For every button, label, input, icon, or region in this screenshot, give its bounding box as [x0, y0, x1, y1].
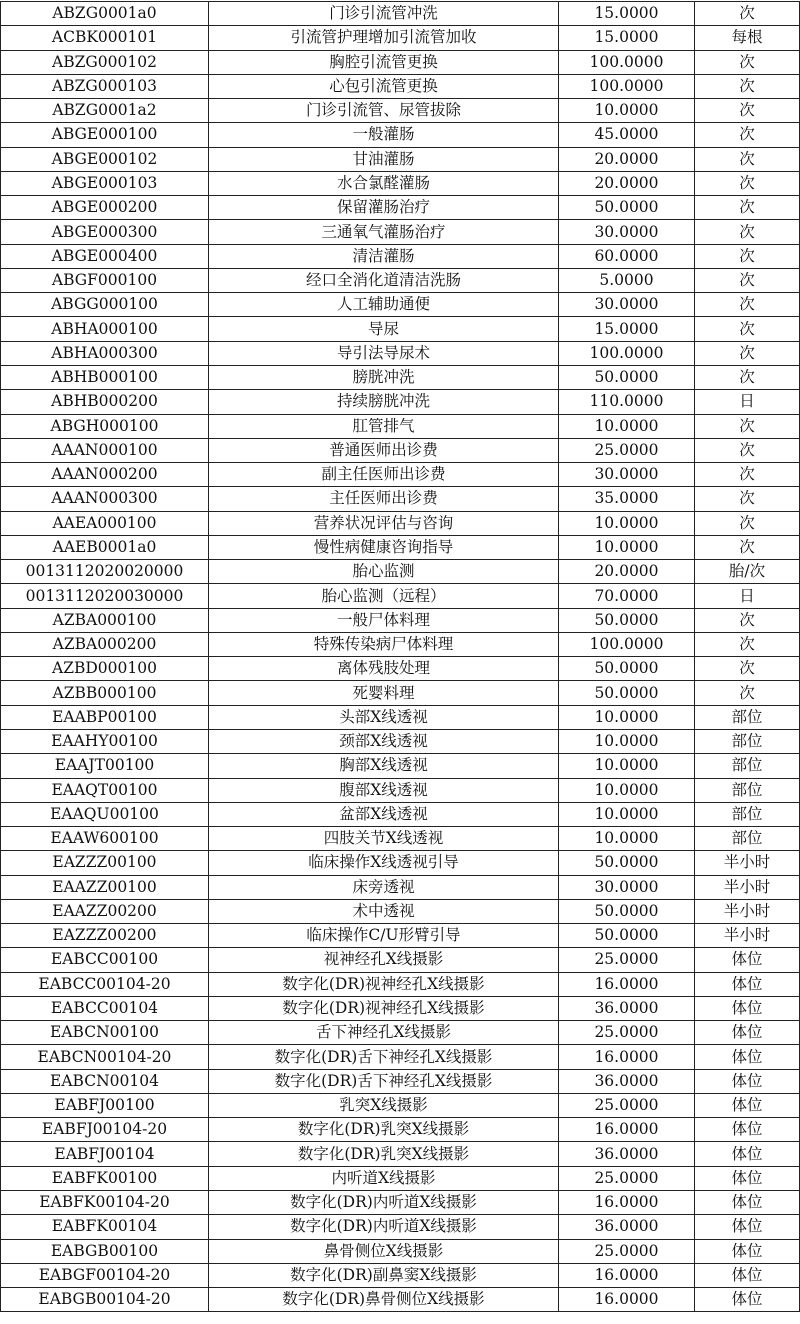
- table-row: [1, 1215, 800, 1239]
- item-name-cell: 三通氧气灌肠治疗: [209, 220, 559, 244]
- table-row: [1, 487, 800, 511]
- table-row: [1, 754, 800, 778]
- item-price-cell: 10.0000: [559, 511, 695, 535]
- item-code-cell: EABGF00104-20: [1, 1263, 209, 1287]
- item-unit-cell: 次: [695, 268, 800, 292]
- table-row: [1, 244, 800, 268]
- item-name-cell: 保留灌肠治疗: [209, 196, 559, 220]
- item-unit-cell: 次: [695, 220, 800, 244]
- item-unit-cell: 体位: [695, 1142, 800, 1166]
- item-price-cell: 36.0000: [559, 1215, 695, 1239]
- item-code-cell: EAZZZ00200: [1, 924, 209, 948]
- table-row: [1, 584, 800, 608]
- item-price-cell: 16.0000: [559, 1118, 695, 1142]
- item-price-cell: 16.0000: [559, 972, 695, 996]
- item-unit-cell: 半小时: [695, 924, 800, 948]
- item-code-cell: ABGE000200: [1, 196, 209, 220]
- item-code-cell: 0013112020030000: [1, 584, 209, 608]
- item-unit-cell: 体位: [695, 1215, 800, 1239]
- item-code-cell: EABCC00100: [1, 948, 209, 972]
- table-row: [1, 632, 800, 656]
- item-unit-cell: 体位: [695, 1093, 800, 1117]
- item-code-cell: EAAQU00100: [1, 802, 209, 826]
- item-price-cell: 25.0000: [559, 1239, 695, 1263]
- item-price-cell: 15.0000: [559, 26, 695, 50]
- item-price-cell: 5.0000: [559, 268, 695, 292]
- item-name-cell: 水合氯醛灌肠: [209, 171, 559, 195]
- table-row: [1, 1239, 800, 1263]
- table-row: [1, 851, 800, 875]
- item-code-cell: AAEA000100: [1, 511, 209, 535]
- table-row: [1, 171, 800, 195]
- item-unit-cell: 次: [695, 365, 800, 389]
- table-row: [1, 948, 800, 972]
- item-unit-cell: 体位: [695, 1021, 800, 1045]
- table-row: [1, 1191, 800, 1215]
- item-price-cell: 10.0000: [559, 754, 695, 778]
- item-code-cell: EABCC00104-20: [1, 972, 209, 996]
- item-name-cell: 鼻骨侧位X线摄影: [209, 1239, 559, 1263]
- item-code-cell: AAEB0001a0: [1, 535, 209, 559]
- item-code-cell: EAAZZ00100: [1, 875, 209, 899]
- item-name-cell: 引流管护理增加引流管加收: [209, 26, 559, 50]
- item-code-cell: ABGE000300: [1, 220, 209, 244]
- table-row: [1, 365, 800, 389]
- item-name-cell: 副主任医师出诊费: [209, 463, 559, 487]
- item-unit-cell: 次: [695, 487, 800, 511]
- item-code-cell: AZBA000200: [1, 632, 209, 656]
- item-name-cell: 床旁透视: [209, 875, 559, 899]
- item-unit-cell: 半小时: [695, 851, 800, 875]
- item-name-cell: 人工辅助通便: [209, 293, 559, 317]
- item-name-cell: 临床操作C/U形臂引导: [209, 924, 559, 948]
- item-price-cell: 100.0000: [559, 50, 695, 74]
- item-code-cell: EAAHY00100: [1, 729, 209, 753]
- item-code-cell: AAAN000300: [1, 487, 209, 511]
- item-code-cell: ABGH000100: [1, 414, 209, 438]
- item-price-cell: 20.0000: [559, 171, 695, 195]
- item-unit-cell: 次: [695, 123, 800, 147]
- item-unit-cell: 部位: [695, 802, 800, 826]
- table-body: [1, 2, 800, 1312]
- item-price-cell: 50.0000: [559, 851, 695, 875]
- item-name-cell: 数字化(DR)鼻骨侧位X线摄影: [209, 1288, 559, 1312]
- item-name-cell: 视神经孔X线摄影: [209, 948, 559, 972]
- item-code-cell: EAABP00100: [1, 705, 209, 729]
- item-name-cell: 腹部X线透视: [209, 778, 559, 802]
- item-unit-cell: 部位: [695, 729, 800, 753]
- item-unit-cell: 次: [695, 244, 800, 268]
- item-code-cell: ABZG000102: [1, 50, 209, 74]
- item-name-cell: 慢性病健康咨询指导: [209, 535, 559, 559]
- table-row: [1, 463, 800, 487]
- price-table: [0, 1, 800, 1312]
- item-name-cell: 死婴料理: [209, 681, 559, 705]
- item-name-cell: 数字化(DR)内听道X线摄影: [209, 1191, 559, 1215]
- item-unit-cell: 次: [695, 171, 800, 195]
- item-name-cell: 数字化(DR)舌下神经孔X线摄影: [209, 1045, 559, 1069]
- table-row: [1, 74, 800, 98]
- item-name-cell: 导引法导尿术: [209, 341, 559, 365]
- item-name-cell: 盆部X线透视: [209, 802, 559, 826]
- item-price-cell: 25.0000: [559, 1021, 695, 1045]
- table-row: [1, 1118, 800, 1142]
- table-row: [1, 729, 800, 753]
- item-name-cell: 胸腔引流管更换: [209, 50, 559, 74]
- item-unit-cell: 胎/次: [695, 560, 800, 584]
- table-row: [1, 1045, 800, 1069]
- item-price-cell: 30.0000: [559, 463, 695, 487]
- item-unit-cell: 次: [695, 463, 800, 487]
- item-name-cell: 临床操作X线透视引导: [209, 851, 559, 875]
- item-unit-cell: 次: [695, 99, 800, 123]
- item-price-cell: 36.0000: [559, 996, 695, 1020]
- item-price-cell: 50.0000: [559, 608, 695, 632]
- item-name-cell: 胎心监测（远程）: [209, 584, 559, 608]
- item-code-cell: ABHA000300: [1, 341, 209, 365]
- table-row: [1, 147, 800, 171]
- item-name-cell: 胸部X线透视: [209, 754, 559, 778]
- item-price-cell: 70.0000: [559, 584, 695, 608]
- item-code-cell: ACBK000101: [1, 26, 209, 50]
- item-price-cell: 35.0000: [559, 487, 695, 511]
- item-unit-cell: 次: [695, 50, 800, 74]
- item-price-cell: 10.0000: [559, 535, 695, 559]
- table-row: [1, 1069, 800, 1093]
- table-row: [1, 1166, 800, 1190]
- table-row: [1, 26, 800, 50]
- item-price-cell: 50.0000: [559, 681, 695, 705]
- item-price-cell: 50.0000: [559, 924, 695, 948]
- item-unit-cell: 每根: [695, 26, 800, 50]
- item-unit-cell: 次: [695, 414, 800, 438]
- item-code-cell: EABGB00104-20: [1, 1288, 209, 1312]
- item-price-cell: 20.0000: [559, 560, 695, 584]
- table-row: [1, 1288, 800, 1312]
- item-code-cell: EAAW600100: [1, 827, 209, 851]
- item-price-cell: 10.0000: [559, 729, 695, 753]
- table-row: [1, 511, 800, 535]
- item-price-cell: 45.0000: [559, 123, 695, 147]
- item-code-cell: EABCN00104: [1, 1069, 209, 1093]
- item-unit-cell: 体位: [695, 1118, 800, 1142]
- item-price-cell: 25.0000: [559, 438, 695, 462]
- item-name-cell: 甘油灌肠: [209, 147, 559, 171]
- item-unit-cell: 体位: [695, 972, 800, 996]
- item-unit-cell: 半小时: [695, 899, 800, 923]
- item-unit-cell: 体位: [695, 1288, 800, 1312]
- table-row: [1, 972, 800, 996]
- item-name-cell: 主任医师出诊费: [209, 487, 559, 511]
- item-name-cell: 经口全消化道清洁洗肠: [209, 268, 559, 292]
- item-code-cell: EABFK00100: [1, 1166, 209, 1190]
- item-unit-cell: 体位: [695, 1263, 800, 1287]
- item-name-cell: 营养状况评估与咨询: [209, 511, 559, 535]
- item-code-cell: AZBB000100: [1, 681, 209, 705]
- item-code-cell: AZBA000100: [1, 608, 209, 632]
- item-name-cell: 四肢关节X线透视: [209, 827, 559, 851]
- item-unit-cell: 次: [695, 608, 800, 632]
- item-price-cell: 16.0000: [559, 1191, 695, 1215]
- item-price-cell: 36.0000: [559, 1069, 695, 1093]
- table-row: [1, 681, 800, 705]
- item-unit-cell: 次: [695, 438, 800, 462]
- item-name-cell: 门诊引流管、尿管拔除: [209, 99, 559, 123]
- table-row: [1, 1021, 800, 1045]
- item-name-cell: 一般尸体料理: [209, 608, 559, 632]
- item-price-cell: 15.0000: [559, 2, 695, 26]
- item-code-cell: EAAQT00100: [1, 778, 209, 802]
- item-unit-cell: 次: [695, 74, 800, 98]
- item-name-cell: 离体残肢处理: [209, 657, 559, 681]
- item-name-cell: 胎心监测: [209, 560, 559, 584]
- item-unit-cell: 次: [695, 2, 800, 26]
- item-code-cell: ABGE000103: [1, 171, 209, 195]
- item-name-cell: 数字化(DR)舌下神经孔X线摄影: [209, 1069, 559, 1093]
- item-unit-cell: 部位: [695, 827, 800, 851]
- item-code-cell: ABZG000103: [1, 74, 209, 98]
- item-name-cell: 颈部X线透视: [209, 729, 559, 753]
- item-code-cell: AAAN000100: [1, 438, 209, 462]
- item-unit-cell: 部位: [695, 778, 800, 802]
- table-row: [1, 317, 800, 341]
- item-name-cell: 乳突X线摄影: [209, 1093, 559, 1117]
- table-row: [1, 657, 800, 681]
- table-row: [1, 705, 800, 729]
- item-unit-cell: 次: [695, 293, 800, 317]
- item-code-cell: ABZG0001a0: [1, 2, 209, 26]
- item-code-cell: ABHA000100: [1, 317, 209, 341]
- item-unit-cell: 体位: [695, 1191, 800, 1215]
- item-name-cell: 门诊引流管冲洗: [209, 2, 559, 26]
- item-unit-cell: 体位: [695, 996, 800, 1020]
- item-code-cell: EABCN00100: [1, 1021, 209, 1045]
- item-code-cell: EABFJ00100: [1, 1093, 209, 1117]
- item-price-cell: 25.0000: [559, 1166, 695, 1190]
- item-name-cell: 普通医师出诊费: [209, 438, 559, 462]
- item-name-cell: 数字化(DR)内听道X线摄影: [209, 1215, 559, 1239]
- item-unit-cell: 部位: [695, 754, 800, 778]
- table-row: [1, 827, 800, 851]
- item-name-cell: 数字化(DR)乳突X线摄影: [209, 1118, 559, 1142]
- item-unit-cell: 体位: [695, 1069, 800, 1093]
- table-row: [1, 99, 800, 123]
- item-unit-cell: 次: [695, 147, 800, 171]
- item-unit-cell: 次: [695, 317, 800, 341]
- item-price-cell: 50.0000: [559, 365, 695, 389]
- item-name-cell: 膀胱冲洗: [209, 365, 559, 389]
- item-name-cell: 数字化(DR)视神经孔X线摄影: [209, 996, 559, 1020]
- table-row: [1, 875, 800, 899]
- item-price-cell: 16.0000: [559, 1045, 695, 1069]
- table-row: [1, 802, 800, 826]
- table-row: [1, 1263, 800, 1287]
- item-price-cell: 16.0000: [559, 1263, 695, 1287]
- item-price-cell: 60.0000: [559, 244, 695, 268]
- table-row: [1, 414, 800, 438]
- table-row: [1, 293, 800, 317]
- item-code-cell: EABFJ00104: [1, 1142, 209, 1166]
- item-unit-cell: 体位: [695, 1045, 800, 1069]
- item-unit-cell: 次: [695, 657, 800, 681]
- item-unit-cell: 次: [695, 196, 800, 220]
- item-name-cell: 数字化(DR)乳突X线摄影: [209, 1142, 559, 1166]
- item-name-cell: 特殊传染病尸体料理: [209, 632, 559, 656]
- item-code-cell: ABGG000100: [1, 293, 209, 317]
- table-row: [1, 268, 800, 292]
- item-unit-cell: 次: [695, 632, 800, 656]
- item-unit-cell: 部位: [695, 705, 800, 729]
- table-row: [1, 220, 800, 244]
- table-row: [1, 196, 800, 220]
- item-price-cell: 10.0000: [559, 414, 695, 438]
- item-price-cell: 10.0000: [559, 705, 695, 729]
- table-row: [1, 2, 800, 26]
- item-price-cell: 10.0000: [559, 827, 695, 851]
- item-code-cell: EABCN00104-20: [1, 1045, 209, 1069]
- item-price-cell: 10.0000: [559, 778, 695, 802]
- item-unit-cell: 次: [695, 341, 800, 365]
- item-price-cell: 30.0000: [559, 875, 695, 899]
- item-name-cell: 头部X线透视: [209, 705, 559, 729]
- item-unit-cell: 日: [695, 390, 800, 414]
- item-code-cell: ABZG0001a2: [1, 99, 209, 123]
- table-row: [1, 535, 800, 559]
- item-name-cell: 导尿: [209, 317, 559, 341]
- item-code-cell: ABGE000102: [1, 147, 209, 171]
- table-row: [1, 778, 800, 802]
- item-name-cell: 持续膀胱冲洗: [209, 390, 559, 414]
- item-unit-cell: 半小时: [695, 875, 800, 899]
- item-unit-cell: 日: [695, 584, 800, 608]
- item-price-cell: 100.0000: [559, 632, 695, 656]
- item-price-cell: 25.0000: [559, 948, 695, 972]
- item-name-cell: 数字化(DR)视神经孔X线摄影: [209, 972, 559, 996]
- item-price-cell: 50.0000: [559, 196, 695, 220]
- item-code-cell: EAAJT00100: [1, 754, 209, 778]
- item-price-cell: 10.0000: [559, 99, 695, 123]
- item-price-cell: 30.0000: [559, 220, 695, 244]
- item-code-cell: ABHB000200: [1, 390, 209, 414]
- item-name-cell: 心包引流管更换: [209, 74, 559, 98]
- item-name-cell: 数字化(DR)副鼻窦X线摄影: [209, 1263, 559, 1287]
- item-code-cell: ABGF000100: [1, 268, 209, 292]
- item-code-cell: EABFK00104-20: [1, 1191, 209, 1215]
- item-price-cell: 20.0000: [559, 147, 695, 171]
- item-code-cell: 0013112020020000: [1, 560, 209, 584]
- item-code-cell: ABGE000100: [1, 123, 209, 147]
- table-row: [1, 608, 800, 632]
- item-unit-cell: 体位: [695, 948, 800, 972]
- item-code-cell: EABFK00104: [1, 1215, 209, 1239]
- item-price-cell: 36.0000: [559, 1142, 695, 1166]
- item-price-cell: 50.0000: [559, 899, 695, 923]
- item-code-cell: EAZZZ00100: [1, 851, 209, 875]
- item-code-cell: EABFJ00104-20: [1, 1118, 209, 1142]
- item-code-cell: AZBD000100: [1, 657, 209, 681]
- table-row: [1, 390, 800, 414]
- item-price-cell: 15.0000: [559, 317, 695, 341]
- table-row: [1, 341, 800, 365]
- item-code-cell: AAAN000200: [1, 463, 209, 487]
- table-row: [1, 50, 800, 74]
- table-row: [1, 1142, 800, 1166]
- table-row: [1, 123, 800, 147]
- item-price-cell: 30.0000: [559, 293, 695, 317]
- item-name-cell: 术中透视: [209, 899, 559, 923]
- item-price-cell: 25.0000: [559, 1093, 695, 1117]
- item-code-cell: ABGE000400: [1, 244, 209, 268]
- item-unit-cell: 体位: [695, 1166, 800, 1190]
- table-row: [1, 996, 800, 1020]
- item-name-cell: 舌下神经孔X线摄影: [209, 1021, 559, 1045]
- item-code-cell: EABGB00100: [1, 1239, 209, 1263]
- item-price-cell: 50.0000: [559, 657, 695, 681]
- item-price-cell: 10.0000: [559, 802, 695, 826]
- item-unit-cell: 体位: [695, 1239, 800, 1263]
- item-price-cell: 100.0000: [559, 341, 695, 365]
- table-row: [1, 1093, 800, 1117]
- item-price-cell: 16.0000: [559, 1288, 695, 1312]
- item-price-cell: 110.0000: [559, 390, 695, 414]
- item-code-cell: EABCC00104: [1, 996, 209, 1020]
- table-row: [1, 560, 800, 584]
- item-code-cell: ABHB000100: [1, 365, 209, 389]
- table-row: [1, 438, 800, 462]
- table-row: [1, 924, 800, 948]
- table-row: [1, 899, 800, 923]
- item-code-cell: EAAZZ00200: [1, 899, 209, 923]
- item-name-cell: 一般灌肠: [209, 123, 559, 147]
- item-name-cell: 清洁灌肠: [209, 244, 559, 268]
- item-unit-cell: 次: [695, 511, 800, 535]
- item-name-cell: 内听道X线摄影: [209, 1166, 559, 1190]
- item-unit-cell: 次: [695, 681, 800, 705]
- item-unit-cell: 次: [695, 535, 800, 559]
- item-price-cell: 100.0000: [559, 74, 695, 98]
- item-name-cell: 肛管排气: [209, 414, 559, 438]
